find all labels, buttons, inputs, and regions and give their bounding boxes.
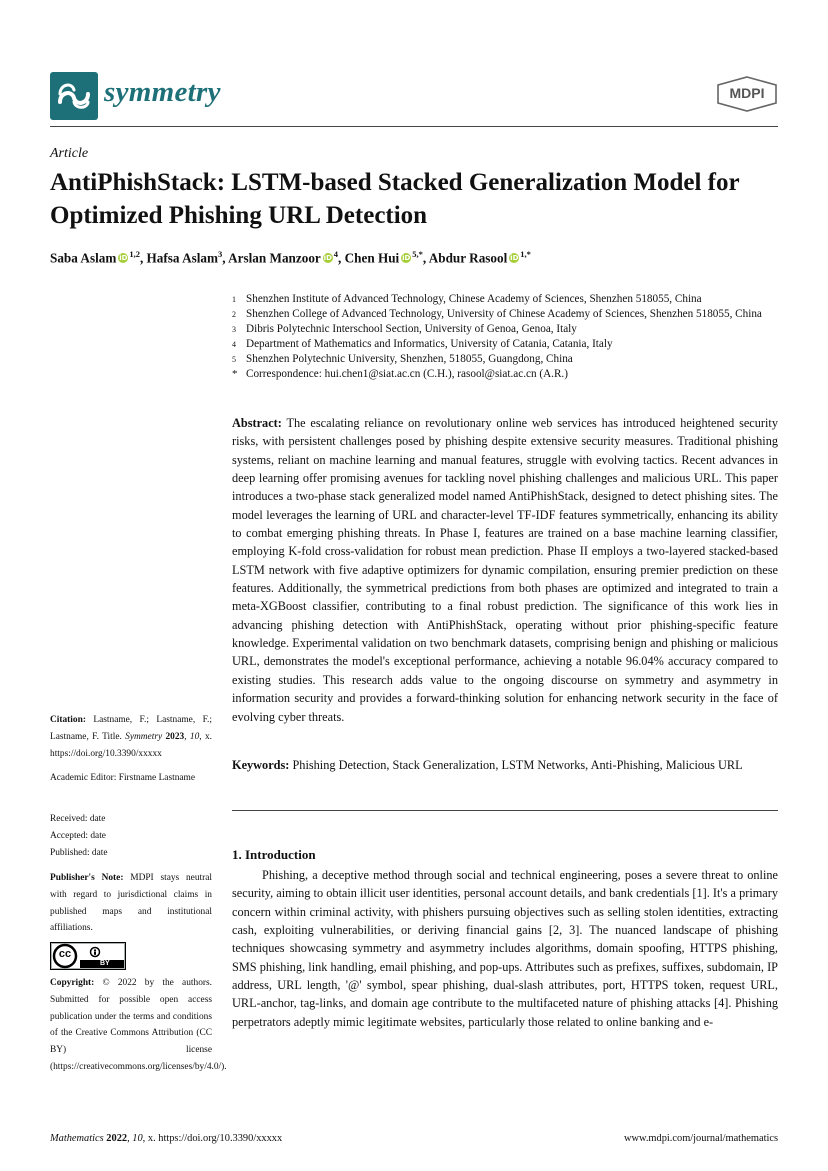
abstract <box>232 414 778 726</box>
author-name: Hafsa Aslam <box>146 250 218 266</box>
affiliation-item: 4 Department of Mathematics and Informatics, University of Catania, Catania, Italy <box>232 338 613 350</box>
article-type: Article <box>50 146 89 161</box>
correspondence-item: * Correspondence: hui.chen1@siat.ac.cn (C.H.), rasool@siat.ac.cn (A.R.) <box>232 368 568 380</box>
accepted-date: Accepted: date <box>50 830 106 841</box>
orcid-icon[interactable]: iD <box>402 254 411 263</box>
author-affiliation-marker: 1,2 <box>129 249 140 259</box>
mdpi-logo <box>716 76 778 112</box>
paper-title: AntiPhishStack: LSTM-based Stacked Generalization Model for Optimized Phishing URL Detection <box>50 169 740 229</box>
affiliation-item: 3 Dibris Polytechnic Interschool Section, University of Genoa, Genoa, Italy <box>232 323 577 335</box>
affiliation-item: 1 Shenzhen Institute of Advanced Technology, Chinese Academy of Sciences, Shenzhen 518055, China <box>232 293 702 305</box>
orcid-icon[interactable]: iD <box>119 254 128 263</box>
affiliation-list <box>232 292 780 382</box>
keywords <box>232 756 778 774</box>
affiliation-item: 5 Shenzhen Polytechnic University, Shenzhen, 518055, Guangdong, China <box>232 353 573 365</box>
publisher-logo-text: MDPI <box>729 85 765 101</box>
copyright-block: Copyright: © 2022 by the authors. Submitted for possible open access publication under the terms and conditions of the Creative Commons Attribution (CC BY) license (https://creativecommons.org/licenses/by/4.0/). <box>50 978 227 1072</box>
header-divider <box>50 126 778 127</box>
author-name: Saba Aslam <box>50 250 117 266</box>
journal-logo-icon <box>50 72 98 120</box>
author-affiliation-marker: 3 <box>217 249 223 259</box>
author-name: Abdur Rasool <box>428 250 508 266</box>
intro-paragraph: Phishing, a deceptive method through social and technical engineering, poses a severe threat to online security, aiming to obtain illicit user identities, personal account details, and bank credentials [1]. It's a primary concern within criminal activity, with phishers pursuing objectives such as selling stolen identities, extracting cash, exploiting vulnerabilities, or deriving financial gains [2, 3]. The nuanced landscape of phishing techniques showcasing symmetry and asymmetry includes algorithms, domain spoofing, HTTPS phishing, SMS phishing, link handling, email phishing, and pop-ups. Attributes such as prefixes, suffixes, subdomain, IP address, URL length, '@' symbol, spear phishing, dual-slash attributes, port, HTTPS token, request URL, URL-anchor, tag-links, and domain age contribute to the multifaceted nature of phishing attacks [4]. Phishing perpetrators adeptly mimic legitimate websites, particularly those related to online banking and e- <box>232 868 778 1029</box>
footer-citation: Mathematics 2022, 10, x. https://doi.org/10.3390/xxxxx <box>50 1133 283 1144</box>
author-affiliation-marker: 4 <box>333 249 339 259</box>
by-label: BY <box>100 960 110 967</box>
abstract-label: Abstract: <box>232 416 282 430</box>
section-divider <box>232 810 778 811</box>
orcid-icon[interactable]: iD <box>510 254 519 263</box>
orcid-icon[interactable]: iD <box>323 254 332 263</box>
dates-block <box>50 811 212 861</box>
keywords-text: Phishing Detection, Stack Generalization, LSTM Networks, Anti-Phishing, Malicious URL <box>292 758 743 772</box>
cc-label: cc <box>58 948 72 960</box>
abstract-text: The escalating reliance on revolutionary online web services has introduced heightened security risks, with persistent challenges posed by phishing despite extensive security measures. Traditional phishing systems, reliant on machine learning and manual features, struggle with evolving tactics. Recent advances in deep learning offer promising avenues for tackling novel phishing challenges and malicious URL. This paper introduces a two-phase stack generalized model named AntiPhishStack, designed to detect phishing sites. The model leverages the learning of URL and character-level TF-IDF features symmetrically, enhancing its ability to combat emerging phishing threats. In Phase I, features are trained on a base machine learning classifier, employing K-fold cross-validation for robust mean prediction. Phase II employs a two-layered stacked-based LSTM network with five adaptive optimizers for dynamic compilation, ensuring premier prediction on these features. Additionally, the symmetrical predictions from both phases are optimized and integrated to train a meta-XGBoost classifier, contributing to a final robust prediction. The significance of this work lies in advancing phishing detection with AntiPhishStack, operating without prior phishing-specific feature knowledge. Experimental validation on two benchmark datasets, comprising benign and phishing or malicious URL, demonstrates the model's exceptional performance, achieving a notable 96.04% accuracy compared to existing studies. This research adds value to the ongoing discourse on symmetry and asymmetry in information security and provides a forward-thinking solution for enhancing network security in the face of evolving cyber threats. <box>232 416 778 724</box>
author-list: Saba Aslam iD $^{1,2}$, Hafsa Aslam$^3$, Arslan Manzoor iD $^4$, Chen Hui iD $^{5,*}$, Abdur Rasool iD $^{1,*}$ <box>50 249 531 266</box>
citation-block: Citation: Lastname, F.; Lastname, F.; Lastname, F. Title. Symmetry 2023, 10, x. https://doi.org/10.3390/xxxxx <box>50 715 213 759</box>
author-affiliation-marker: 5,* <box>412 249 423 259</box>
affiliation-item: 2 Shenzhen College of Advanced Technology, University of Chinese Academy of Sciences, Shenzhen 518055, China <box>232 308 762 320</box>
cc-by-license-icon[interactable] <box>50 942 126 970</box>
author-name: Arslan Manzoor <box>228 250 321 266</box>
keywords-label: Keywords: <box>232 758 290 772</box>
journal-name: symmetry <box>104 76 221 108</box>
author-name: Chen Hui <box>344 250 400 266</box>
footer-journal-url[interactable]: www.mdpi.com/journal/mathematics <box>624 1133 778 1144</box>
section-heading: 1. Introduction <box>232 847 316 862</box>
academic-editor: Academic Editor: Firstname Lastname <box>50 773 196 783</box>
published-date: Published: date <box>50 847 108 858</box>
received-date: Received: date <box>50 814 106 824</box>
publisher-note: Publisher's Note: MDPI stays neutral with regard to jurisdictional claims in published maps and institutional affiliations. <box>50 873 213 934</box>
author-affiliation-marker: 1,* <box>520 249 531 259</box>
